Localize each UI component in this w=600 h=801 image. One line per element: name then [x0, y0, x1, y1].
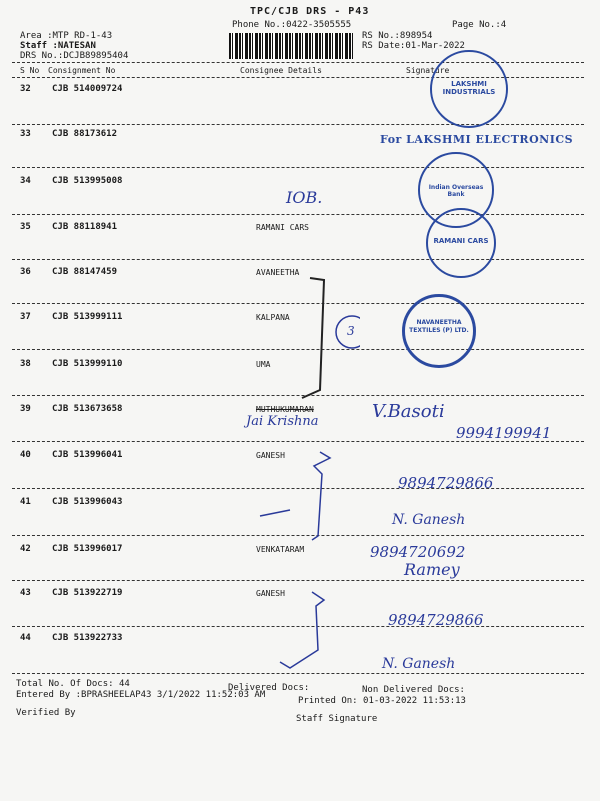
- delivered-docs: Delivered Docs:: [228, 683, 310, 693]
- handwriting-phone: 9994199941: [456, 424, 552, 442]
- handwriting-phone: 9894729866: [388, 611, 484, 629]
- row-sno: 41: [20, 497, 31, 507]
- row-consignee: GANESH: [256, 589, 285, 598]
- handwriting-signature: N. Ganesh: [392, 512, 466, 528]
- row-consignment: CJB 88118941: [52, 222, 118, 232]
- row-consignment: CJB 513996041: [52, 450, 123, 460]
- row-consignment: CJB 513996017: [52, 544, 123, 554]
- handwriting-name: Jai Krishna: [246, 414, 319, 429]
- verified-by: Verified By: [16, 708, 76, 718]
- row-sno: 33: [20, 129, 31, 139]
- row-consignee: AVANEETHA: [256, 268, 300, 277]
- row-consignment: CJB 513922719: [52, 588, 123, 598]
- row-consignment: CJB 514009724: [52, 84, 123, 94]
- area-field: Area :MTP RD-1-43: [20, 31, 113, 41]
- row-sno: 37: [20, 312, 31, 322]
- row-sno: 35: [20, 222, 31, 232]
- entered-by: Entered By :BPRASHEELAP43 3/1/2022 11:52:03 AM: [16, 690, 266, 700]
- stamp-company-name: For LAKSHMI ELECTRONICS: [380, 133, 574, 146]
- handwritten-marks: [240, 270, 360, 670]
- drs-number: DRS No.:DCJB89895404: [20, 51, 129, 61]
- printed-on: Printed On: 01-03-2022 11:53:13: [298, 696, 466, 706]
- row-divider: [12, 673, 584, 674]
- document-title: TPC/CJB DRS - P43: [250, 6, 370, 17]
- row-consignee: RAMANI CARS: [256, 223, 309, 232]
- row-sno: 39: [20, 404, 31, 414]
- row-consignment: CJB 513999110: [52, 359, 123, 369]
- row-consignee: UMA: [256, 360, 271, 369]
- col-consignment: Consignment No: [48, 66, 116, 75]
- handwriting-signature: N. Ganesh: [382, 656, 456, 672]
- col-consignee: Consignee Details: [240, 66, 322, 75]
- row-sno: 34: [20, 176, 31, 186]
- handwriting-phone: 9894720692: [370, 543, 466, 561]
- row-consignee: GANESH: [256, 451, 285, 460]
- non-delivered-docs: Non Delivered Docs:: [362, 685, 465, 695]
- staff-field: Staff :NATESAN: [20, 41, 96, 51]
- handwriting-phone: 9894729866: [398, 474, 494, 492]
- row-consignee: MUTHUKUMARAN: [256, 405, 314, 414]
- row-sno: 44: [20, 633, 31, 643]
- row-consignment: CJB 513999111: [52, 312, 123, 322]
- row-consignment: CJB 88173612: [52, 129, 118, 139]
- stamp-navaneetha-textiles: NAVANEETHA TEXTILES (P) LTD.: [402, 294, 476, 368]
- row-consignment: CJB 513673658: [52, 404, 123, 414]
- phone-number: Phone No.:0422-3505555: [232, 20, 352, 30]
- total-docs: Total No. Of Docs: 44: [16, 679, 130, 689]
- row-consignment: CJB 513996043: [52, 497, 123, 507]
- row-sno: 38: [20, 359, 31, 369]
- handwriting-signature: Ramey: [404, 560, 460, 579]
- handwriting-circled-number: 3: [347, 324, 355, 338]
- col-signature: Signature: [406, 66, 450, 75]
- row-consignee: KALPANA: [256, 313, 290, 322]
- page-number: Page No.:4: [452, 20, 507, 30]
- row-sno: 42: [20, 544, 31, 554]
- row-sno: 36: [20, 267, 31, 277]
- handwriting-iob: IOB.: [286, 188, 323, 207]
- staff-signature: Staff Signature: [296, 714, 378, 724]
- row-divider: [12, 214, 584, 215]
- barcode: [229, 33, 353, 59]
- col-sno: S No: [20, 66, 40, 75]
- stamp-indian-overseas-bank: Indian Overseas Bank: [418, 152, 494, 228]
- row-consignee: VENKATARAM: [256, 545, 305, 554]
- rs-number: RS No.:898954: [362, 31, 433, 41]
- stamp-lakshmi-industrials: LAKSHMI INDUSTRIALS: [430, 50, 508, 128]
- row-divider: [12, 167, 584, 168]
- row-sno: 40: [20, 450, 31, 460]
- row-consignment: CJB 88147459: [52, 267, 118, 277]
- row-sno: 43: [20, 588, 31, 598]
- stamp-ramani-cars: RAMANI CARS: [426, 208, 496, 278]
- row-sno: 32: [20, 84, 31, 94]
- rs-date: RS Date:01-Mar-2022: [362, 41, 465, 51]
- handwriting-signature: V.Basoti: [372, 401, 445, 422]
- row-consignment: CJB 513995008: [52, 176, 123, 186]
- row-divider: [12, 124, 584, 125]
- row-consignment: CJB 513922733: [52, 633, 123, 643]
- row-divider: [12, 259, 584, 260]
